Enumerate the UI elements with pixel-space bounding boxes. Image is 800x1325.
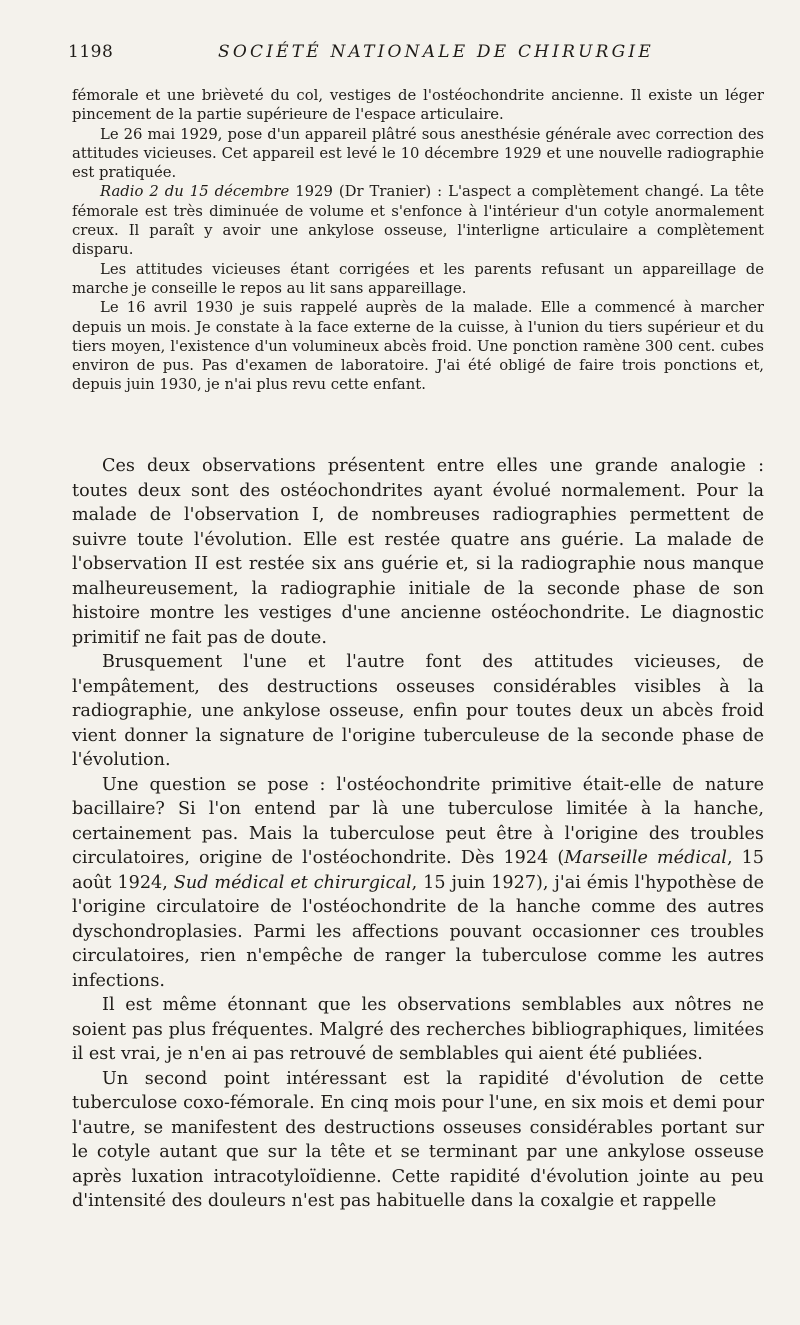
page-number: 1198: [68, 42, 114, 62]
paragraph: Les attitudes vicieuses étant corrigées et les parents refusant un appareillage de marche je conseille le repos au lit sans appareillage.: [72, 260, 764, 297]
paragraph: [72, 182, 764, 259]
paragraph: Le 16 avril 1930 je suis rappelé auprès de la malade. Elle a commencé à marcher depuis un mois. Je constate à la face externe de la cuisse, à l'union du tiers supérieur et du tiers moyen, l'existence d'un volumineux abcès froid. Une ponction ramène 300 cent. cubes environ de pus. Pas d'examen de laboratoire. J'ai été obligé de faire trois ponctions et, depuis juin 1930, je n'ai plus revu cette enfant.: [72, 299, 764, 394]
page-header: [68, 40, 763, 70]
paragraph: fémorale et une brièveté du col, vestiges de l'ostéochondrite ancienne. Il existe un léger pincement de la partie supérieure de l'espace articulaire.: [72, 87, 764, 124]
paragraph: Un second point intéressant est la rapidité d'évolution de cette tuberculose coxo-fémorale. En cinq mois pour l'une, en six mois et demi pour l'autre, se manifestent des destructions osseuses considérables portant sur le cotyle autant que sur la tête et se terminant par une ankylose osseuse après luxation intracotyloïdienne. Cette rapidité d'évolution jointe au peu d'intensité des douleurs n'est pas habituelle dans la coxalgie et rappelle: [72, 1068, 764, 1211]
paragraph-text: , 15 août 1924,: [72, 848, 765, 893]
paragraph-text: , 15 juin 1927), j'ai émis l'hypothèse de l'origine circulatoire de l'ostéochondrite de la hanche comme des autres dyschondroplasies. Parmi les affections pouvant occasionner ces troubles circulatoires, rien n'empêche de ranger la tuberculose comme les autres infections.: [72, 872, 765, 991]
citation-journal: Sud médical et chirurgical: [173, 872, 412, 893]
paragraph-text: Une question se pose : l'ostéochondrite primitive était-elle de nature bacillaire? Si l'on entend par là une tuberculose limitée à la hanche, certainement pas. Mais la tuberculose peut être à l'origine des troubles circulatoires, origine de l'ostéochondrite. Dès 1924 (: [72, 774, 764, 868]
paragraph: Le 26 mai 1929, pose d'un appareil plâtré sous anesthésie générale avec correction des attitudes vicieuses. Cet appareil est levé le 10 décembre 1929 et une nouvelle radiographie est pratiquée.: [72, 125, 764, 182]
paragraph: [72, 773, 764, 994]
paragraph: Brusquement l'une et l'autre font des attitudes vicieuses, de l'empâtement, des destructions osseuses considérables visibles à la radiographie, une ankylose osseuse, enfin pour toutes deux un abcès froid vient donner la signature de l'origine tuberculeuse de la seconde phase de l'évolution.: [72, 652, 764, 770]
paragraph: Ces deux observations présentent entre elles une grande analogie : toutes deux sont des ostéochondrites ayant évolué normalement. Pour la malade de l'observation I, de nombreuses radiographies permettent de suivre toute l'évolution. Elle est restée quatre ans guérie. La malade de l'observation II est restée six ans guérie et, si la radiographie nous manque malheureusement, la radiographie initiale de la seconde phase de son histoire montre les vestiges d'une ancienne ostéochondrite. Le diagnostic primitif ne fait pas de doute.: [72, 456, 764, 648]
case-report-block: [72, 86, 764, 395]
citation-journal: Marseille médical: [564, 848, 727, 868]
radio-caption: Radio 2 du 15 décembre: [100, 183, 290, 201]
paragraph-text: 1929 (Dr Tranier) : L'aspect a complètement changé. La tête fémorale est très diminuée de volume et s'enfonce à l'intérieur d'un cotyle anormalement creux. Il paraît y avoir une ankylose osseuse, l'interligne articulaire a complètement disparu.: [72, 183, 764, 259]
discussion-block: [72, 454, 764, 1214]
running-title: SOCIÉTÉ NATIONALE DE CHIRURGIE: [218, 42, 654, 62]
paragraph: Il est même étonnant que les observations semblables aux nôtres ne soient pas plus fréquentes. Malgré des recherches bibliographiques, limitées il est vrai, je n'en ai pas retrouvé de semblables qui aient été publiées.: [72, 995, 764, 1064]
